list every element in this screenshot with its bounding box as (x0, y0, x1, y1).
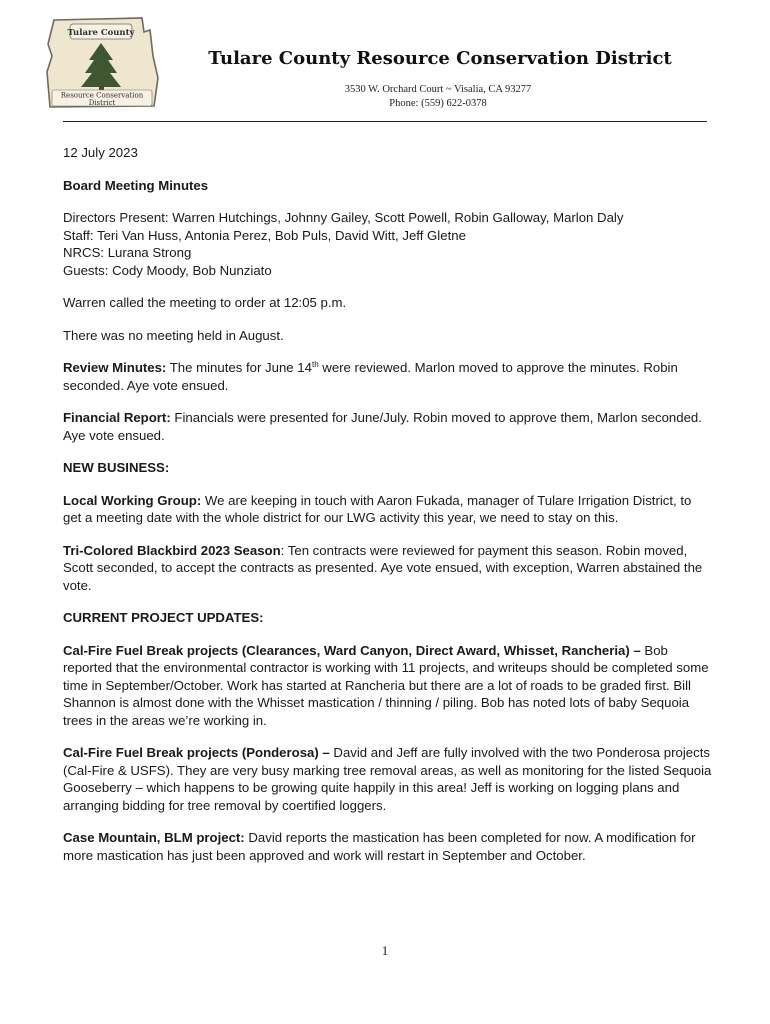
attendance-guests: Guests: Cody Moody, Bob Nunziato (63, 262, 272, 278)
district-logo (44, 16, 160, 110)
calfire-fuel-break-label: Cal-Fire Fuel Break projects (Clearances, Ward Canyon, Direct Award, Whisset, Rancheria) – (63, 642, 641, 658)
case-mountain-label: Case Mountain, BLM project: (63, 830, 245, 845)
local-working-group-label: Local Working Group: (63, 492, 202, 508)
call-to-order: Warren called the meeting to order at 12:05 p.m. (63, 295, 347, 310)
minutes-body (63, 144, 713, 864)
financial-report-label: Financial Report: (63, 410, 171, 425)
header-divider (63, 121, 707, 122)
blackbird-label: Tri-Colored Blackbird 2023 Season (63, 542, 281, 558)
attendance-nrcs: NRCS: Lurana Strong (63, 245, 192, 260)
calfire-ponderosa-section: Cal-Fire Fuel Break projects (Ponderosa) – David and Jeff are fully involved with the two Ponderosa projects (Cal-Fire & USFS). They are very busy marking tree removal areas, as well as monitoring for the listed Sequoia Gooseberry – which happens to be growing quite happily in this area! Jeff is working on logging plans and arranging bidding for tree removal by coertified loggers. (63, 745, 712, 813)
local-working-group-section: Local Working Group: We are keeping in touch with Aaron Fukada, manager of Tulare Irrigation District, to get a meeting date with the whole district for our LWG activity this year, we need to stay on this. (63, 492, 692, 525)
case-mountain-section: Case Mountain, BLM project: David reports the mastication has been completed for now. A modification for more mastication has just been approved and work will restart in September and October. (63, 830, 696, 863)
logo-text-top: Tulare County (67, 28, 135, 38)
logo-text-bottom-1: Resource Conservation (60, 91, 144, 100)
attendance-block (63, 209, 713, 279)
organization-address: 3530 W. Orchard Court ~ Visalia, CA 93277 (344, 84, 532, 95)
page-number: 1 (381, 943, 389, 958)
blackbird-section: Tri-Colored Blackbird 2023 Season: Ten contracts were reviewed for payment this season. Robin moved, Scott seconded, to accept the contracts as presented. Aye vote ensued, with exception, Warren abstained the vote. (63, 542, 703, 593)
no-meeting-note: There was no meeting held in August. (63, 327, 284, 343)
logo-text-bottom-2: District (88, 99, 116, 107)
new-business-heading: NEW BUSINESS: (63, 460, 170, 475)
review-minutes-label: Review Minutes: (63, 360, 167, 375)
review-minutes-section: Review Minutes: The minutes for June 14th were reviewed. Marlon moved to approve the minutes. Robin seconded. Aye vote ensued. (63, 360, 678, 393)
current-projects-heading: CURRENT PROJECT UPDATES: (63, 610, 264, 625)
calfire-ponderosa-label: Cal-Fire Fuel Break projects (Ponderosa) – (63, 745, 330, 760)
meeting-date: 12 July 2023 (63, 145, 138, 160)
financial-report-section: Financial Report: Financials were presented for June/July. Robin moved to approve them, Marlon seconded. Aye vote ensued. (63, 410, 702, 443)
calfire-fuel-break-section: Cal-Fire Fuel Break projects (Clearances, Ward Canyon, Direct Award, Whisset, Rancheria) – Bob reported that the environmental contractor is working with 11 projects, and writeups should be completed some time in September/October. Work has started at Rancheria but there are a lot of roads to be graded first. Bill Shannon is almost done with the Whisset mastication / thinning / piling. Bob has noted lots of baby Sequoia trees in the areas we’re working in. (63, 642, 709, 728)
organization-name: Tulare County Resource Conservation District (208, 48, 672, 69)
organization-phone: Phone: (559) 622-0378 (389, 98, 487, 109)
document-title: Board Meeting Minutes (63, 177, 209, 193)
attendance-staff: Staff: Teri Van Huss, Antonia Perez, Bob Puls, David Witt, Jeff Gletne (63, 227, 466, 243)
attendance-directors: Directors Present: Warren Hutchings, Johnny Gailey, Scott Powell, Robin Galloway, Marlon Daly (63, 210, 624, 225)
